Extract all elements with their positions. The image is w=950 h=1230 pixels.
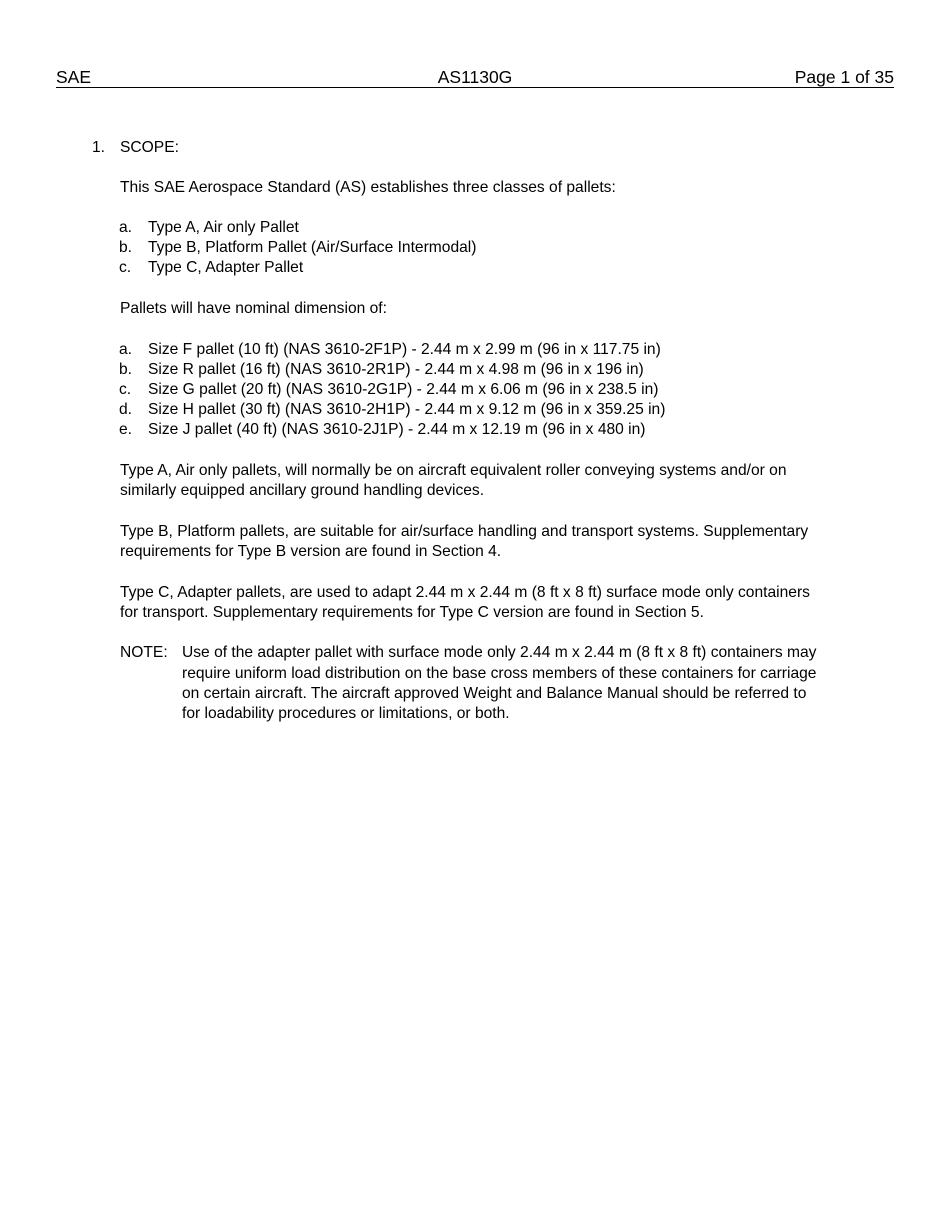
list-text: Type A, Air only Pallet xyxy=(148,219,299,236)
header-org: SAE xyxy=(56,67,92,87)
type-b-paragraph-line: requirements for Type B version are found in Section 4. xyxy=(120,543,502,560)
list-text: Size H pallet (30 ft) (NAS 3610-2H1P) - 2.44 m x 9.12 m (96 in x 359.25 in) xyxy=(148,401,666,418)
section-number: 1. xyxy=(92,139,106,156)
header-page-number: Page 1 of 35 xyxy=(794,67,894,87)
list-text: Size F pallet (10 ft) (NAS 3610-2F1P) - 2.44 m x 2.99 m (96 in x 117.75 in) xyxy=(148,341,661,358)
list-text: Type B, Platform Pallet (Air/Surface Intermodal) xyxy=(148,239,477,256)
note-text-line: Use of the adapter pallet with surface mode only 2.44 m x 2.44 m (8 ft x 8 ft) containers may xyxy=(182,644,817,661)
type-a-paragraph-line: Type A, Air only pallets, will normally be on aircraft equivalent roller conveying systems and/or on xyxy=(120,462,787,479)
list-marker: a. xyxy=(119,341,133,358)
list-text: Size J pallet (40 ft) (NAS 3610-2J1P) - 2.44 m x 12.19 m (96 in x 480 in) xyxy=(148,421,646,438)
list-marker: b. xyxy=(119,361,133,378)
list-marker: a. xyxy=(119,219,133,236)
list-marker: c. xyxy=(119,381,132,398)
note-label: NOTE: xyxy=(120,644,168,661)
note-text-line: for loadability procedures or limitations, or both. xyxy=(182,705,510,722)
list-marker: b. xyxy=(119,239,133,256)
list-text: Size G pallet (20 ft) (NAS 3610-2G1P) - 2.44 m x 6.06 m (96 in x 238.5 in) xyxy=(148,381,659,398)
note-text-line: require uniform load distribution on the base cross members of these containers for carriage xyxy=(182,665,817,682)
header-doc-id: AS1130G xyxy=(437,67,513,87)
type-a-paragraph-line: similarly equipped ancillary ground handling devices. xyxy=(120,482,485,499)
page-header xyxy=(56,67,894,88)
section-title: SCOPE: xyxy=(120,139,179,156)
type-b-paragraph-line: Type B, Platform pallets, are suitable for air/surface handling and transport systems. Supplementary xyxy=(120,523,809,540)
list-marker: d. xyxy=(119,401,133,418)
list-marker: c. xyxy=(119,259,132,276)
list-marker: e. xyxy=(119,421,133,438)
intro-paragraph: This SAE Aerospace Standard (AS) establishes three classes of pallets: xyxy=(120,179,616,196)
list-text: Type C, Adapter Pallet xyxy=(148,259,304,276)
dimensions-intro: Pallets will have nominal dimension of: xyxy=(120,300,387,317)
note-text-line: on certain aircraft. The aircraft approved Weight and Balance Manual should be referred to xyxy=(182,685,807,702)
type-c-paragraph-line: Type C, Adapter pallets, are used to adapt 2.44 m x 2.44 m (8 ft x 8 ft) surface mode only containers xyxy=(120,584,810,601)
list-text: Size R pallet (16 ft) (NAS 3610-2R1P) - 2.44 m x 4.98 m (96 in x 196 in) xyxy=(148,361,644,378)
type-c-paragraph-line: for transport. Supplementary requirements for Type C version are found in Section 5. xyxy=(120,604,704,621)
